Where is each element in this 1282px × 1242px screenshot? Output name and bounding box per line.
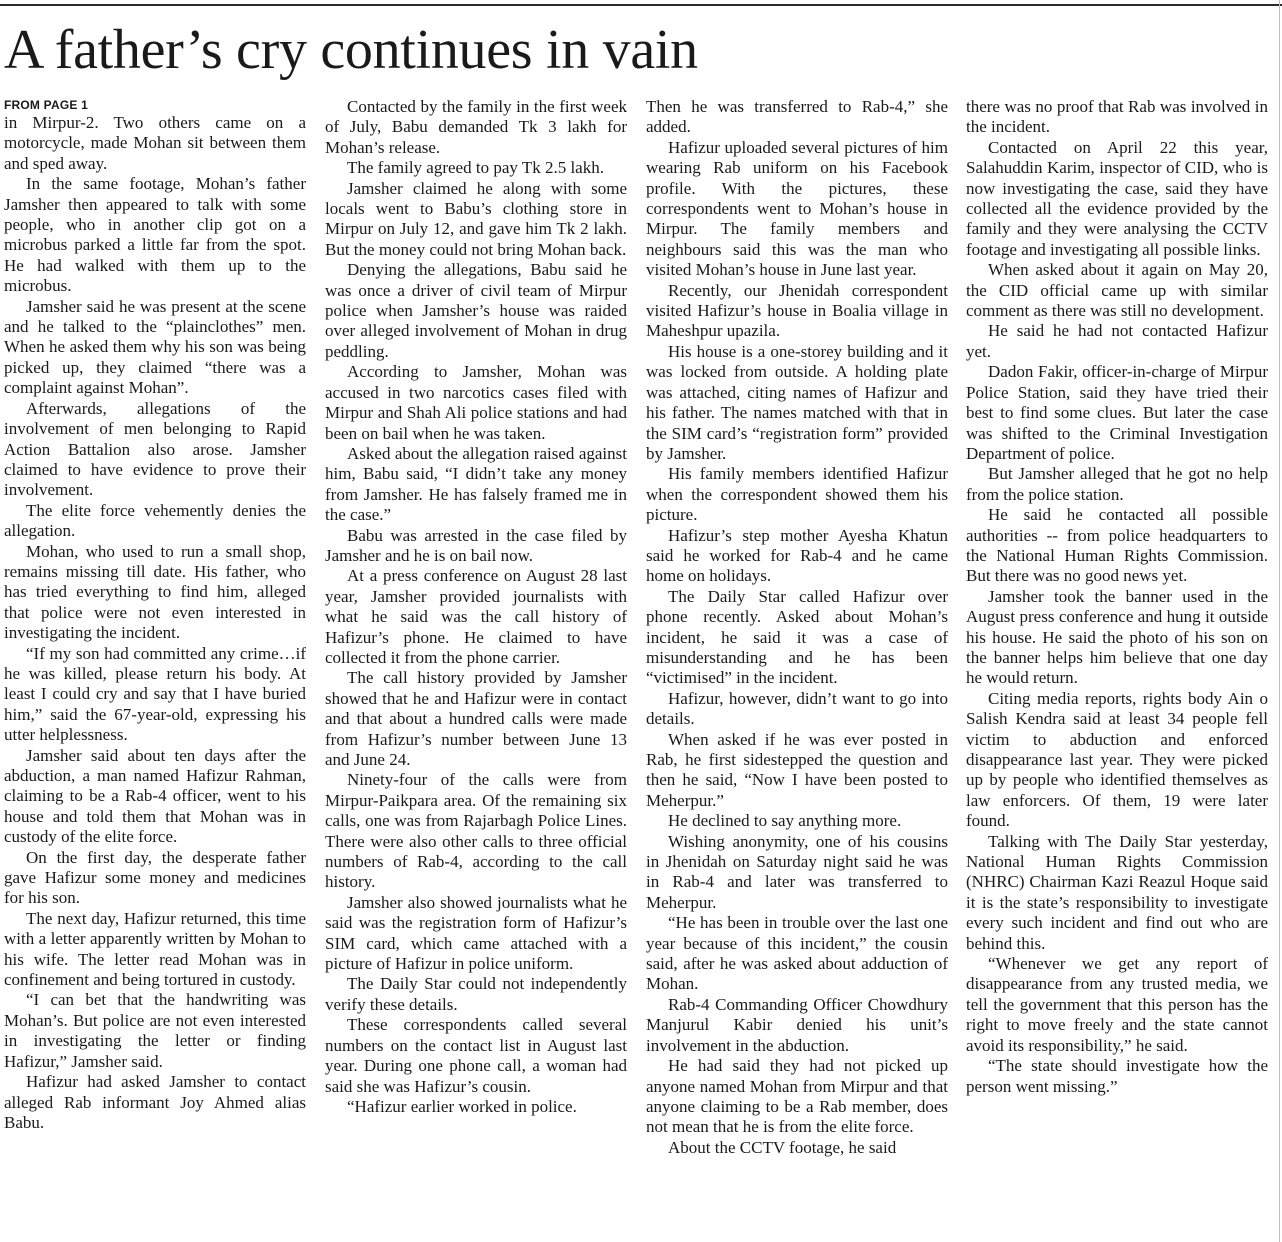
paragraph: in Mirpur-2. Two others came on a motorcycle, made Mohan sit between them and sped away. bbox=[4, 113, 306, 173]
paragraph: Jamsher claimed he along with some locals went to Babu’s clothing store in Mirpur on July 12, and gave him Tk 2 lakh. But the money could not bring Mohan back. bbox=[325, 178, 627, 259]
paragraph: He had said they had not picked up anyone named Mohan from Mirpur and that anyone claiming to be a Rab member, does not mean that he is from the elite force. bbox=[646, 1056, 948, 1137]
paragraph: Jamsher said about ten days after the abduction, a man named Hafizur Rahman, claiming to be a Rab-4 officer, went to his house and told them that Mohan was in custody of the elite force. bbox=[4, 745, 306, 847]
paragraph: He said he had not contacted Hafizur yet. bbox=[966, 321, 1268, 361]
paragraph: The Daily Star called Hafizur over phone recently. Asked about Mohan’s incident, he said it was a case of misunderstanding and he has been “victimised” in the incident. bbox=[646, 586, 948, 688]
paragraph: Hafizur’s step mother Ayesha Khatun said he worked for Rab-4 and he came home on holidays. bbox=[646, 525, 948, 586]
paragraph: “If my son had committed any crime…if he was killed, please return his body. At least I could cry and say that I have buried him,” said the 67-year-old, expressing his utter helplessness. bbox=[4, 643, 306, 745]
paragraph: Babu was arrested in the case filed by Jamsher and he is on bail now. bbox=[325, 525, 627, 565]
paragraph: Hafizur had asked Jamsher to contact alleged Rab informant Joy Ahmed alias Babu. bbox=[4, 1072, 306, 1132]
paragraph: He declined to say anything more. bbox=[668, 811, 902, 831]
article-column-2 bbox=[325, 97, 627, 1237]
paragraph: Dadon Fakir, officer-in-charge of Mirpur Police Station, said they have tried their best to find some clues. But later the case was shifted to the Criminal Investigation Department of police. bbox=[966, 362, 1268, 463]
article-column-1 bbox=[4, 97, 306, 1237]
paragraph: Jamsher took the banner used in the August press conference and hung it outside his house. He said the photo of his son on the banner helps him believe that one day he would return. bbox=[966, 586, 1268, 688]
paragraph: Jamsher also showed journalists what he said was the registration form of Hafizur’s SIM card, which came attached with a picture of Hafizur in police uniform. bbox=[325, 892, 627, 974]
paragraph: Then he was transferred to Rab-4,” she added. bbox=[646, 97, 948, 137]
paragraph: Contacted by the family in the first week of July, Babu demanded Tk 3 lakh for Mohan’s release. bbox=[325, 97, 627, 157]
paragraph: At a press conference on August 28 last year, Jamsher provided journalists with what he said was the call history of Hafizur’s phone. He claimed to have collected it from the phone carrier. bbox=[325, 566, 627, 667]
paragraph: When asked if he was ever posted in Rab, he first sidestepped the question and then he said, “Now I have been posted to Meherpur.” bbox=[646, 729, 948, 810]
paragraph: Mohan, who used to run a small shop, remains missing till date. His father, who has tried everything to find him, alleged that police were not even interested in investigating the incident. bbox=[4, 541, 306, 643]
paragraph: there was no proof that Rab was involved in the incident. bbox=[966, 97, 1268, 137]
headline: A father’s cry continues in vain bbox=[4, 19, 698, 81]
paragraph: In the same footage, Mohan’s father Jamsher then appeared to talk with some people, who in another clip got on a microbus parked a little far from the spot. He had walked with them up to the microbus. bbox=[4, 174, 306, 296]
paragraph: When asked about it again on May 20, the CID official came up with similar comment as there was still no development. bbox=[966, 260, 1268, 321]
paragraph: Rab-4 Commanding Officer Chowdhury Manjurul Kabir denied his unit’s involvement in the abduction. bbox=[646, 994, 948, 1055]
paragraph: The Daily Star could not independently verify these details. bbox=[325, 974, 627, 1014]
paragraph: Recently, our Jhenidah correspondent visited Hafizur’s house in Boalia village in Maheshpur upazila. bbox=[646, 280, 948, 341]
paragraph: Afterwards, allegations of the involvement of men belonging to Rapid Action Battalion also arose. Jamsher claimed to have evidence to prove their involvement. bbox=[4, 398, 306, 500]
paragraph: “I can bet that the handwriting was Mohan’s. But police are not even interested in investigating the letter or finding Hafizur,” Jamsher said. bbox=[4, 990, 306, 1071]
paragraph: His family members identified Hafizur when the correspondent showed them his picture. bbox=[646, 464, 948, 525]
paragraph: The elite force vehemently denies the allegation. bbox=[4, 500, 306, 541]
paragraph: He said he contacted all possible authorities -- from police headquarters to the National Human Rights Commission. But there was no good news yet. bbox=[966, 505, 1268, 586]
paragraph: Contacted on April 22 this year, Salahuddin Karim, inspector of CID, who is now investigating the case, said they have collected all the evidence provided by the family and they were analysing the CCTV footage and investigating all possible links. bbox=[966, 137, 1268, 259]
paragraph: Talking with The Daily Star yesterday, National Human Rights Commission (NHRC) Chairman Kazi Reazul Hoque said it is the state’s responsibility to investigate every such incident and find out who are behind this. bbox=[966, 831, 1268, 953]
paragraph: Hafizur uploaded several pictures of him wearing Rab uniform on his Facebook profile. With the pictures, these correspondents went to Mohan’s house in Mirpur. The family members and neighbours said this was the man who visited Mohan’s house in June last year. bbox=[646, 137, 948, 280]
paragraph: Hafizur, however, didn’t want to go into details. bbox=[646, 688, 948, 729]
paragraph: “The state should investigate how the person went missing.” bbox=[966, 1056, 1268, 1096]
paragraph: “Hafizur earlier worked in police. bbox=[347, 1096, 577, 1116]
paragraph: “He has been in trouble over the last one year because of this incident,” the cousin said, after he was asked about adduction of Mohan. bbox=[646, 913, 948, 994]
paragraph: Citing media reports, rights body Ain o Salish Kendra said at least 34 people fell victim to abduction and enforced disappearance last year. They were picked up by people who identified themselves as law enforcers. Of them, 19 were later found. bbox=[966, 688, 1268, 831]
page-edge-rule bbox=[1279, 0, 1280, 1242]
paragraph: Asked about the allegation raised against him, Babu said, “I didn’t take any money from Jamsher. He has falsely framed me in the case.” bbox=[325, 443, 627, 525]
paragraph: Denying the allegations, Babu said he was once a driver of civil team of Mirpur police when Jamsher’s house was raided over alleged involvement of Mohan in drug peddling. bbox=[325, 260, 627, 361]
article-column-3 bbox=[646, 97, 948, 1237]
paragraph: These correspondents called several numbers on the contact list in August last year. During one phone call, a woman had said she was Hafizur’s cousin. bbox=[325, 1015, 627, 1096]
paragraph: On the first day, the desperate father gave Hafizur some money and medicines for his son. bbox=[4, 847, 306, 908]
jump-label: FROM PAGE 1 bbox=[4, 98, 88, 112]
paragraph: Wishing anonymity, one of his cousins in Jhenidah on Saturday night said he was in Rab-4 and later was transferred to Meherpur. bbox=[646, 831, 948, 912]
paragraph: The call history provided by Jamsher showed that he and Hafizur were in contact and that about a hundred calls were made from Hafizur’s number between June 13 and June 24. bbox=[325, 668, 627, 769]
paragraph: Jamsher said he was present at the scene and he talked to the “plainclothes” men. When he asked them why his son was being picked up, they claimed “there was a complaint against Mohan”. bbox=[4, 296, 306, 398]
paragraph: About the CCTV footage, he said bbox=[668, 1137, 897, 1157]
article-column-4 bbox=[966, 97, 1268, 1237]
paragraph: “Whenever we get any report of disappearance from any trusted media, we tell the government that this person has the right to move freely and the state cannot avoid its responsibility,” he said. bbox=[966, 954, 1268, 1055]
paragraph: The next day, Hafizur returned, this time with a letter apparently written by Mohan to his wife. The letter read Mohan was in confinement and being tortured in custody. bbox=[4, 908, 306, 990]
top-rule bbox=[0, 4, 1282, 6]
paragraph: But Jamsher alleged that he got no help from the police station. bbox=[966, 464, 1268, 504]
paragraph: His house is a one-storey building and it was locked from outside. A holding plate was attached, citing names of Hafizur and his father. The names matched with that in the SIM card’s “registration form” provided by Jamsher. bbox=[646, 341, 948, 463]
paragraph: The family agreed to pay Tk 2.5 lakh. bbox=[347, 158, 604, 178]
paragraph: Ninety-four of the calls were from Mirpur-Paikpara area. Of the remaining six calls, one was from Rajarbagh Police Lines. There were also other calls to three official numbers of Rab-4, according to the call history. bbox=[325, 770, 627, 892]
paragraph: According to Jamsher, Mohan was accused in two narcotics cases filed with Mirpur and Shah Ali police stations and had been on bail when he was taken. bbox=[325, 362, 627, 443]
